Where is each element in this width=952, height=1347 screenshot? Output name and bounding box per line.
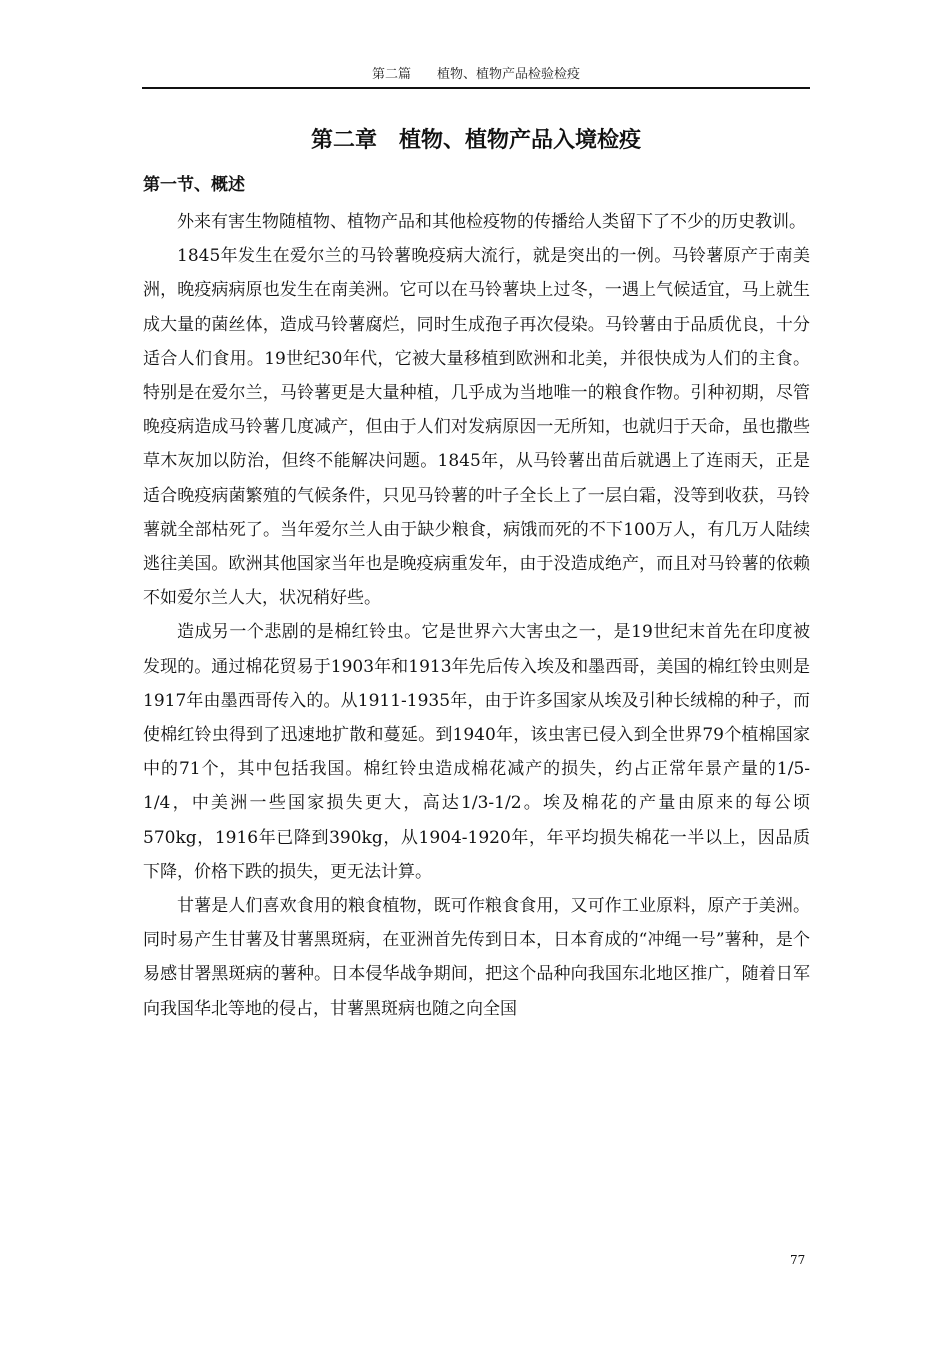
section-heading: 第一节、概述 [143, 175, 245, 195]
paragraph-pink-bollworm: 造成另一个悲剧的是棉红铃虫。它是世界六大害虫之一，是19世纪末首先在印度被发现的。通过棉花贸易于1903年和1913年先后传入埃及和墨西哥，美国的棉红铃虫则是1917年由墨西哥传入的。从1911-1935年，由于许多国家从埃及引种长绒棉的种子，而使棉红铃虫得到了迅速地扩散和蔓延。到1940年，该虫害已侵入到全世界79个植棉国家中的71个，其中包括我国。棉红铃虫造成棉花减产的损失，约占正常年景产量的1/5-1/4，中美洲一些国家损失更大，高达1/3-1/2。埃及棉花的产量由原来的每公顷570kg，1916年已降到390kg，从1904-1920年，年平均损失棉花一半以上，因品质下降，价格下跌的损失，更无法计算。 [143, 622, 810, 882]
running-header: 第二篇 植物、植物产品检验检疫 [371, 67, 580, 82]
body-text [143, 205, 810, 1026]
header-rule [142, 87, 810, 89]
paragraph-sweet-potato: 甘薯是人们喜欢食用的粮食植物，既可作粮食食用，又可作工业原料，原产于美洲。同时易产生甘薯及甘薯黑斑病，在亚洲首先传到日本，日本育成的“冲绳一号”薯种，是个易感甘署黑斑病的薯种。日本侵华战争期间，把这个品种向我国东北地区推广，随着日军向我国华北等地的侵占，甘薯黑斑病也随之向全国 [143, 896, 810, 1019]
paragraph-potato-blight: 1845年发生在爱尔兰的马铃薯晚疫病大流行，就是突出的一例。马铃薯原产于南美洲，晚疫病病原也发生在南美洲。它可以在马铃薯块上过冬，一遇上气候适宜，马上就生成大量的菌丝体，造成马铃薯腐烂，同时生成孢子再次侵染。马铃薯由于品质优良，十分适合人们食用。19世纪30年代，它被大量移植到欧洲和北美，并很快成为人们的主食。特别是在爱尔兰，马铃薯更是大量种植，几乎成为当地唯一的粮食作物。引种初期，尽管晚疫病造成马铃薯几度减产，但由于人们对发病原因一无所知，也就归于天命，虽也撒些草木灰加以防治，但终不能解决问题。1845年，从马铃薯出苗后就遇上了连雨天，正是适合晚疫病菌繁殖的气候条件，只见马铃薯的叶子全长上了一层白霜，没等到收获，马铃薯就全部枯死了。当年爱尔兰人由于缺少粮食，病饿而死的不下100万人，有几万人陆续逃往美国。欧洲其他国家当年也是晚疫病重发年，由于没造成绝产，而且对马铃薯的依赖不如爱尔兰人大，状况稍好些。 [143, 246, 810, 609]
paragraph-intro: 外来有害生物随植物、植物产品和其他检疫物的传播给人类留下了不少的历史教训。 [177, 212, 806, 232]
chapter-title: 第二章 植物、植物产品入境检疫 [310, 127, 641, 153]
page-number: 77 [790, 1253, 806, 1267]
